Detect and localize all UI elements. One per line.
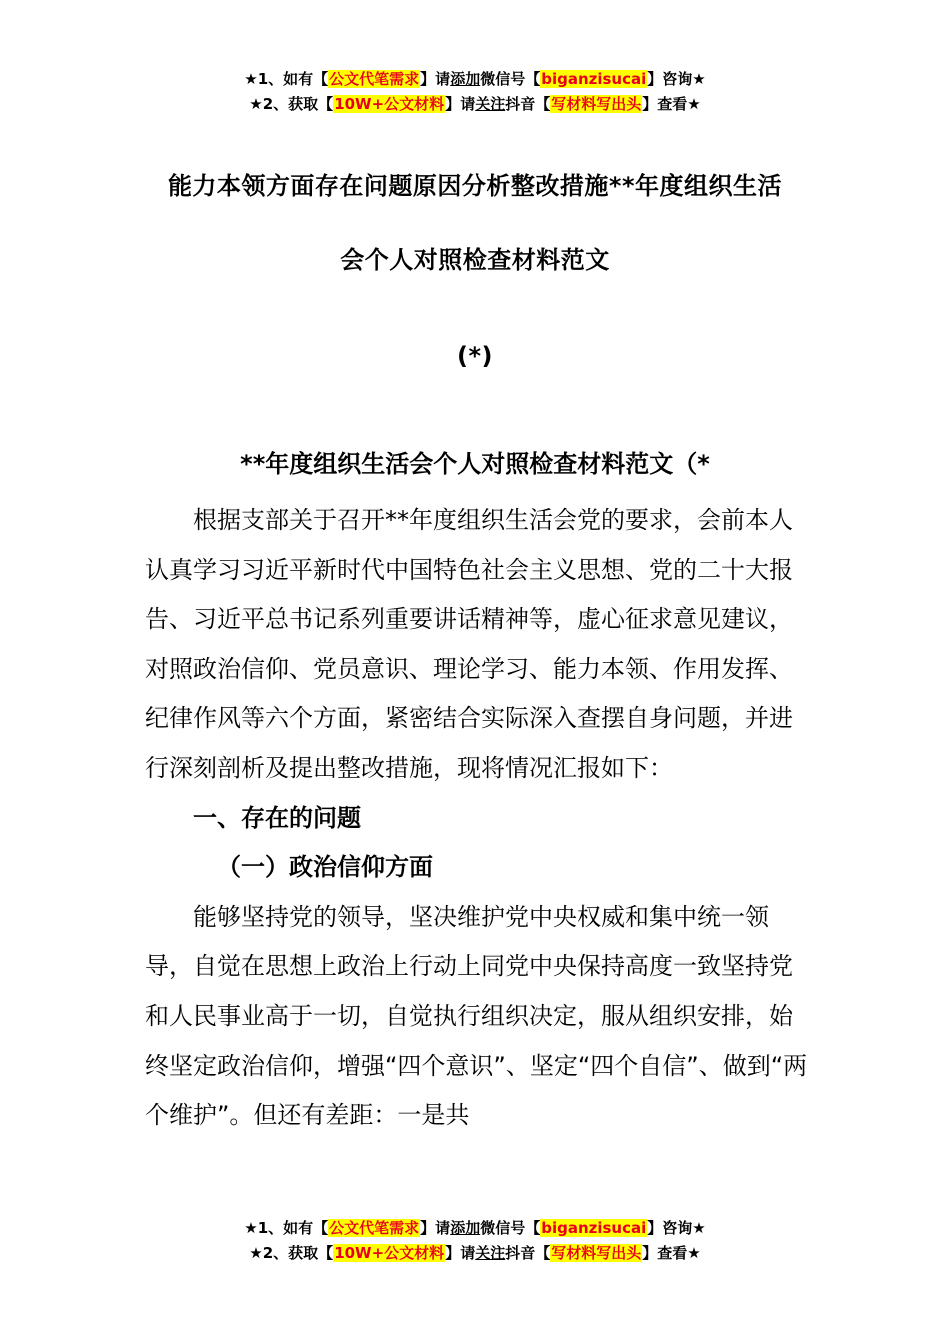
wechat-id-highlight: biganzisucai (541, 1219, 647, 1237)
body-paragraph: 能够坚持党的领导，坚决维护党中央权威和集中统一领导，自觉在思想上政治上行动上同党中央保持高度一致坚持党和人民事业高于一切，自觉执行组织决定，服从组织安排，始终坚定政治信仰，增强“四个意识”、坚定“四个自信”、做到“两个维护”。但还有差距：一是共 (145, 902, 808, 1130)
promo-line-1 (0, 1216, 950, 1241)
promo-emphasis: 关注 (475, 95, 506, 113)
wechat-id-highlight: biganzisucai (541, 70, 647, 88)
promo-text: 抖音【 (505, 95, 551, 113)
document-title-line-1: 能力本领方面存在问题原因分析整改措施**年度组织生活 (167, 172, 783, 200)
promo-highlight: 公文代笔需求 (329, 1219, 420, 1237)
promo-highlight: 公文代笔需求 (329, 70, 420, 88)
douyin-id-highlight: 写材料写出头 (551, 95, 642, 113)
promo-text: 微信号【 (480, 70, 541, 88)
document-title-line-3: (*) (457, 342, 493, 370)
intro-paragraph: 根据支部关于召开**年度组织生活会党的要求，会前本人认真学习习近平新时代中国特色社会主义思想、党的二十大报告、习近平总书记系列重要讲话精神等，虚心征求意见建议，对照政治信仰、党员意识、理论学习、能力本领、作用发挥、纪律作风等六个方面，紧密结合实际深入查摆自身问题，并进行深刻剖析及提出整改措施，现将情况汇报如下： (145, 506, 793, 782)
promo-text: 】咨询★ (647, 70, 706, 88)
promo-emphasis: 关注 (475, 1244, 506, 1262)
promo-emphasis: 添加 (450, 1219, 481, 1237)
promo-text: 】查看★ (642, 1244, 701, 1262)
document-subtitle: **年度组织生活会个人对照检查材料范文（* (240, 450, 710, 478)
section-heading: 一、存在的问题 (193, 803, 361, 832)
promo-line-2 (0, 1241, 950, 1266)
subsection-heading: （一）政治信仰方面 (217, 853, 433, 882)
promo-text: 微信号【 (480, 1219, 541, 1237)
promo-text: 】请 (420, 70, 451, 88)
promo-emphasis: 添加 (450, 70, 481, 88)
promo-text: 】请 (420, 1219, 451, 1237)
document-body (145, 496, 810, 1141)
document-title-line-2: 会个人对照检查材料范文 (340, 246, 610, 274)
promo-line-2 (0, 92, 950, 117)
promo-line-1 (0, 67, 950, 92)
promo-banner-top (0, 67, 950, 117)
promo-highlight: 10W+公文材料 (334, 95, 445, 113)
promo-text: 】查看★ (642, 95, 701, 113)
promo-text: 】请 (445, 1244, 476, 1262)
promo-text: ★1、如有【 (244, 70, 329, 88)
promo-banner-bottom (0, 1216, 950, 1266)
promo-highlight: 10W+公文材料 (334, 1244, 445, 1262)
promo-text: ★1、如有【 (244, 1219, 329, 1237)
douyin-id-highlight: 写材料写出头 (551, 1244, 642, 1262)
promo-text: ★2、获取【 (249, 95, 334, 113)
promo-text: ★2、获取【 (249, 1244, 334, 1262)
promo-text: 】请 (445, 95, 476, 113)
promo-text: 】咨询★ (647, 1219, 706, 1237)
promo-text: 抖音【 (505, 1244, 551, 1262)
